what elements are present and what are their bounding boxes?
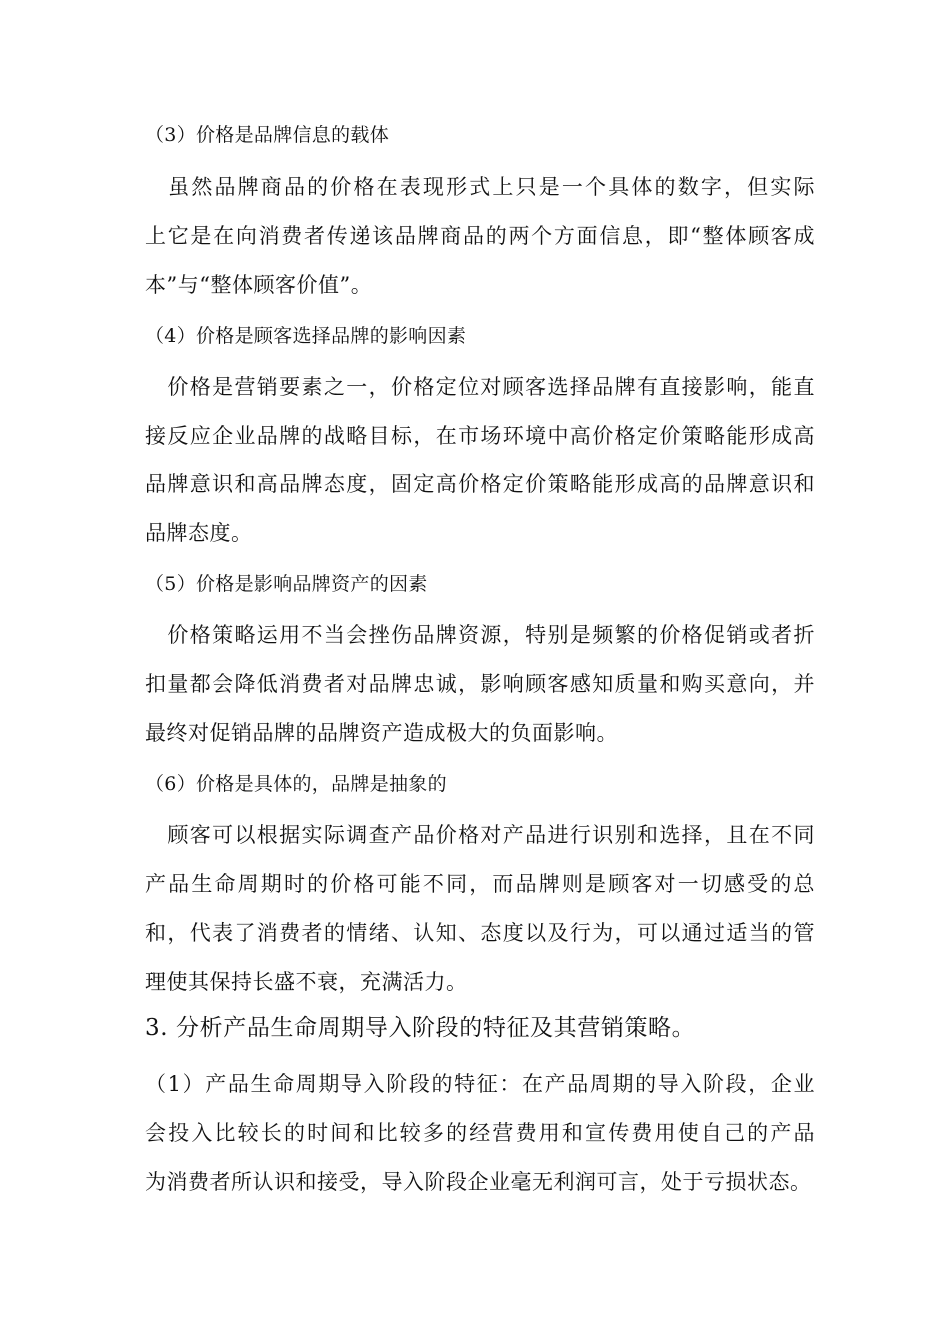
- subheading-4: （4）价格是顾客选择品牌的影响因素: [145, 325, 467, 347]
- paragraph-line: 上它是在向消费者传递该品牌商品的两个方面信息，即“整体顾客成: [145, 224, 815, 248]
- paragraph-line: 本”与“整体顾客价值”。: [145, 273, 373, 297]
- paragraph-line: 接反应企业品牌的战略目标，在市场环境中高价格定价策略能形成高: [145, 424, 815, 448]
- paragraph-line: 和，代表了消费者的情绪、认知、态度以及行为，可以通过适当的管: [145, 921, 815, 945]
- paragraph-line: 产品生命周期时的价格可能不同，而品牌则是顾客对一切感受的总: [145, 872, 815, 896]
- section-heading-3: 3. 分析产品生命周期导入阶段的特征及其营销策略。: [145, 1015, 696, 1041]
- paragraph-line: 会投入比较长的时间和比较多的经营费用和宣传费用使自己的产品: [145, 1121, 815, 1145]
- paragraph-line: 价格是营销要素之一，价格定位对顾客选择品牌有直接影响，能直: [145, 375, 815, 399]
- paragraph-line: 价格策略运用不当会挫伤品牌资源，特别是频繁的价格促销或者折: [145, 623, 815, 647]
- paragraph-line: （1）产品生命周期导入阶段的特征：在产品周期的导入阶段，企业: [145, 1072, 815, 1096]
- paragraph-line: 顾客可以根据实际调查产品价格对产品进行识别和选择，且在不同: [145, 823, 815, 847]
- subheading-6: （6）价格是具体的，品牌是抽象的: [145, 773, 447, 795]
- subheading-5: （5）价格是影响品牌资产的因素: [145, 573, 428, 595]
- paragraph-line: 虽然品牌商品的价格在表现形式上只是一个具体的数字，但实际: [145, 175, 815, 199]
- paragraph-line: 理使其保持长盛不衰，充满活力。: [145, 970, 468, 994]
- paragraph-line: 品牌意识和高品牌态度，固定高价格定价策略能形成高的品牌意识和: [145, 472, 815, 496]
- paragraph-line: 扣量都会降低消费者对品牌忠诚，影响顾客感知质量和购买意向，并: [145, 672, 815, 696]
- paragraph-line: 为消费者所认识和接受，导入阶段企业毫无利润可言，处于亏损状态。: [145, 1170, 812, 1194]
- paragraph-line: 最终对促销品牌的品牌资产造成极大的负面影响。: [145, 721, 618, 745]
- subheading-3: （3）价格是品牌信息的载体: [145, 124, 389, 146]
- paragraph-line: 品牌态度。: [145, 521, 253, 545]
